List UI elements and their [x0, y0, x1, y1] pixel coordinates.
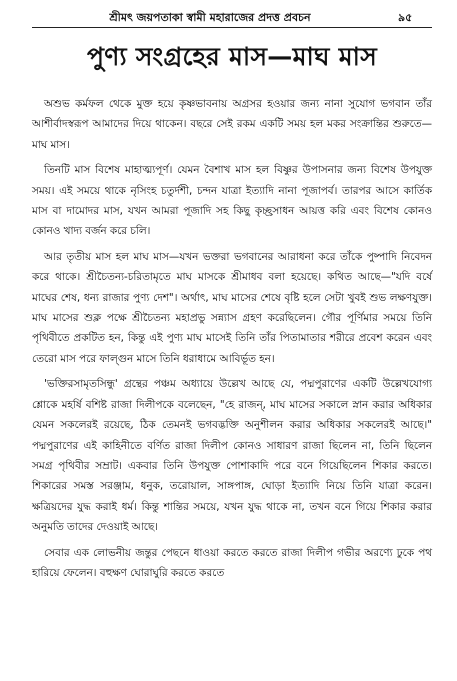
paragraph: 'ভক্তিরসামৃতসিন্ধু' গ্রন্থের পঞ্চম অধ্যায়ে উল্লেখ আছে যে, পদ্মপুরাণের একটি উল্লেখযোগ্য শ্লোকে মহর্ষি বশিষ্ট রাজা দিলীপকে বলেছেন, "হে রাজন্, মাঘ মাসের সকালে স্নান করার অধিকার যেমন সকলেরই রয়েছে, ঠিক তেমনই ভগবদ্ভক্তি অনুশীলন করার অধিকার সকলেরই আছে।" পদ্মপুরাণের এই কাহিনীতে বর্ণিত রাজা দিলীপ কোনও সাধারণ রাজা ছিলেন না, তিনি ছিলেন সমগ্র পৃথিবীর সম্রাট। একবার তিনি উপযুক্ত পোশাকাদি পরে বনে গিয়েছিলেন শিকার করতে। শিকারের সমস্ত সরঞ্জাম, ধনুক, তরোয়াল, সাঙ্গপাঙ্গ, ঘোড়া ইত্যাদি নিয়ে তিনি যাত্রা করেন। ক্ষত্রিয়দের যুদ্ধ করাই ধর্ম। কিন্তু শান্তির সময়ে, যখন যুদ্ধ থাকে না, তখন বনে গিয়ে শিকার করার অনুমতি তাদের দেওয়াই আছে। — [32, 378, 432, 534]
page-number: ৯৫ — [398, 11, 413, 24]
header-rule — [32, 27, 432, 28]
paragraph: অশুভ কর্মফল থেকে মুক্ত হয়ে কৃষ্ণভাবনায় অগ্রসর হওয়ার জন্য নানা সুযোগ ভগবান তাঁর আশীর্বাদস্বরূপ আমাদের দিয়ে থাকেন। বছরে সেই রকম একটি সময় হল মকর সংক্রান্তির শুরুতে—মাঘ মাস। — [32, 98, 432, 151]
paragraph: তিনটি মাস বিশেষ মাহাত্ম্যপূর্ণ। যেমন বৈশাখ মাস হল বিষ্ণুর উপাসনার জন্য বিশেষ উপযুক্ত সময়। এই সময়ে থাকে নৃসিংহ চতুর্দশী, চন্দন যাত্রা ইত্যাদি নানা পূজাপর্ব। তারপর আসে কার্তিক মাস বা দামোদর মাস, যখন আমরা পূজাদি সহ কিছু কৃচ্ছ্রসাধন আয়ত্ত করি এবং বিশেষ কোনও কোনও খাদ্য বর্জন করে চলি। — [32, 164, 432, 238]
paragraph: সেবার এক লোভনীয় জন্তুর পেছনে ধাওয়া করতে করতে রাজা দিলীপ গভীর অরণ্যে ঢুকে পথ হারিয়ে ফেলেন। বহুক্ষণ ঘোরাঘুরি করতে করতে — [32, 546, 432, 579]
running-header: শ্রীমৎ জয়পতাকা স্বামী মহারাজের প্রদত্ত প্রবচন — [109, 11, 311, 24]
paragraph: আর তৃতীয় মাস হল মাঘ মাস—যখন ভক্তরা ভগবানের আরাধনা করে তাঁকে পুষ্পাদি নিবেদন করে থাকে। শ্রীচৈতন্য-চরিতামৃতে মাঘ মাসকে শ্রীমাধব বলা হয়েছে। কথিত আছে—"যদি বর্ষে মাঘের শেষ, ধন্য রাজার পুণ্য দেশ"। অর্থাৎ, মাঘ মাসের শেষে বৃষ্টি হলে সেটা খুবই শুভ লক্ষণযুক্ত। মাঘ মাসের শুক্ল পক্ষে শ্রীচৈতন্য মহাপ্রভু সন্ন্যাস গ্রহণ করেছিলেন। গৌর পূর্ণিমার সময়ে তিনি পৃথিবীতে প্রকটিত হন, কিন্তু এই পুণ্য মাঘ মাসেই তিনি তাঁর পিতামাতার শরীরে প্রবেশ করেন এবং তেরো মাস পরে ফাল্গুন মাসে তিনি ধরাধামে আবির্ভূত হন। — [32, 250, 432, 365]
body-text — [32, 94, 432, 588]
chapter-title: পুণ্য সংগ্রহের মাস—মাঘ মাস — [86, 42, 378, 71]
